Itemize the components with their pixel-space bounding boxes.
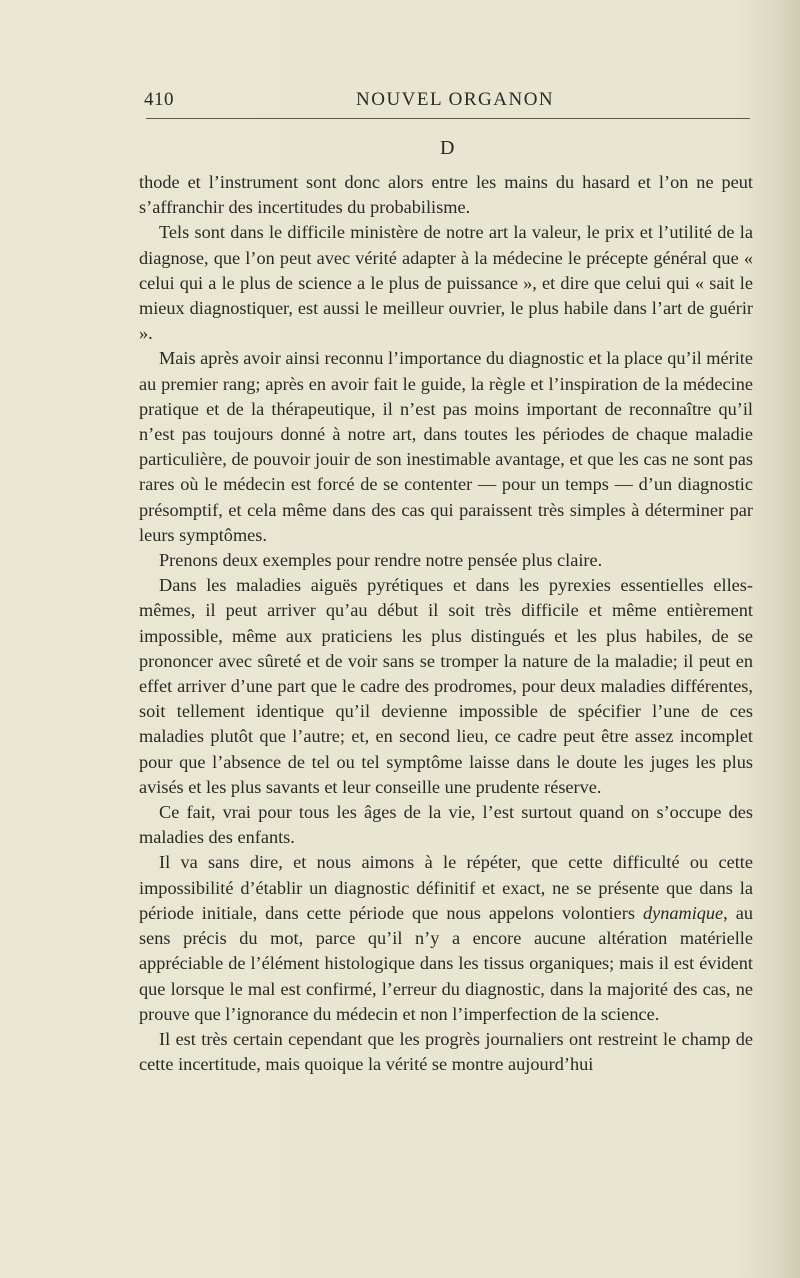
- emphasis-word: dynamique: [642, 902, 724, 923]
- running-title: NOUVEL ORGANON: [356, 89, 555, 110]
- paragraph: Tels sont dans le difficile ministère de notre art la valeur, le prix et l’utilité de la diagnose, que l’on peut avec vérité adapter à la médecine le précepte général que « celui qui a le plus de science a le plus de puissance », et dire que celui qui « sait le mieux diagnostiquer, est aussi le meilleur ouvrier, le plus habile dans l’art de guérir ».: [139, 222, 753, 344]
- paragraph: Mais après avoir ainsi reconnu l’importance du diagnostic et la place qu’il mérite au premier rang; après en avoir fait le guide, la règle et l’inspiration de la médecine pratique et de la thérapeutique, il n’est pas moins important de reconnaître qu’il n’est pas toujours donné à notre art, dans toutes les périodes de chaque maladie particulière, de pouvoir jouir de son inestimable avantage, et que les cas ne sont pas rares où le médecin est forcé de se contenter — pour un temps — d’un diagnostic présomptif, et cela même dans des cas qui paraissent très simples à déterminer par leurs symptômes.: [139, 348, 753, 545]
- header-rule: [146, 118, 750, 119]
- paragraph: thode et l’instrument sont donc alors entre les mains du hasard et l’on ne peut s’affranchir des incertitudes du probabilisme.: [139, 172, 753, 218]
- paragraph: Dans les maladies aiguës pyrétiques et dans les pyrexies essentielles elles-mêmes, il peut arriver qu’au début il soit très difficile et même entièrement impossible, même aux praticiens les plus distingués et les plus habiles, de se prononcer avec sûreté et de voir sans se tromper la nature de la maladie; il peut en effet arriver d’une part que le cadre des prodromes, pour deux maladies différentes, soit tellement identique qu’il devienne impossible de spécifier l’une de ces maladies plutôt que l’autre; et, en second lieu, ce cadre peut être assez incomplet pour que l’absence de tel ou tel symptôme laisse dans le doute les juges les plus avisés et les plus savants et leur conseille une prudente réserve.: [139, 575, 753, 797]
- page-number: 410: [144, 89, 174, 110]
- paragraph: Il est très certain cependant que les progrès journaliers ont restreint le champ de cette incertitude, mais quoique la vérité se montre aujourd’hui: [139, 1028, 753, 1075]
- section-letter: D: [440, 137, 456, 159]
- paragraph-text: Il va sans dire, et nous aimons à le répéter, que cette difficulté ou cette impossibilité d’établir un diagnostic définitif et exact, ne se présente que dans la période initiale, dans cette période que nous appelons volontiers: [139, 852, 753, 923]
- page-header: [144, 89, 750, 115]
- paragraph: Prenons deux exemples pour rendre notre pensée plus claire.: [159, 550, 603, 571]
- paragraph: [139, 850, 753, 1026]
- paragraph-text: , au sens précis du mot, parce qu’il n’y a encore aucune altération matérielle appréciable de l’élément histologique dans les tissus organiques; mais il est évident que lorsque le mal est confirmé, l’erreur du diagnostic, dans la majorité des cas, ne prouve que l’ignorance du médecin et non l’imperfection de la science.: [139, 902, 753, 1024]
- body-text: [139, 170, 753, 1077]
- paragraph: Ce fait, vrai pour tous les âges de la vie, l’est surtout quand on s’occupe des maladies des enfants.: [139, 802, 753, 848]
